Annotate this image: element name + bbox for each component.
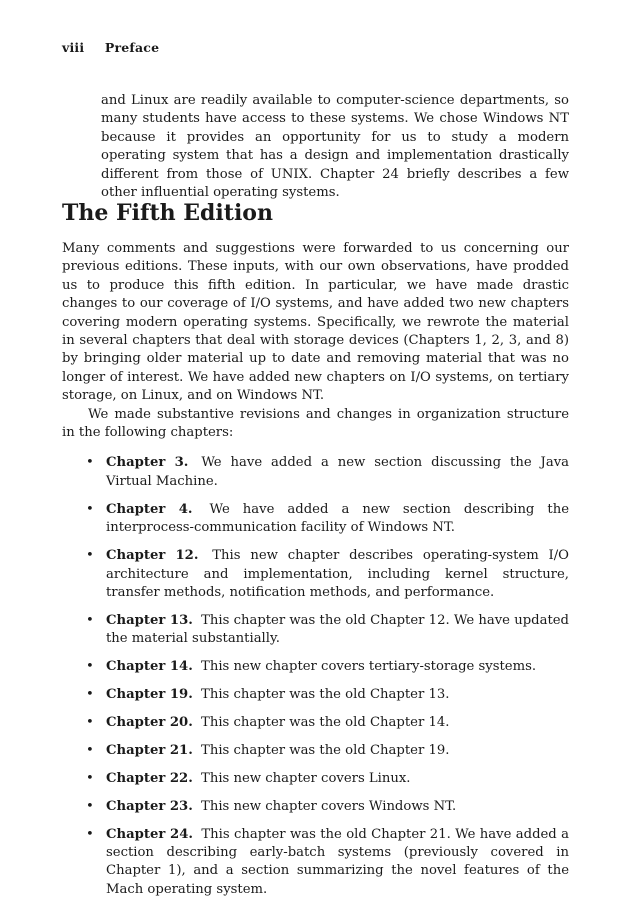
running-head bbox=[62, 40, 159, 55]
bullet-label: Chapter 4. bbox=[106, 501, 193, 517]
bullet-label: Chapter 3. bbox=[106, 455, 189, 471]
bullet-icon: • bbox=[86, 770, 94, 786]
bullet-label: Chapter 19. bbox=[106, 687, 193, 703]
list-item bbox=[62, 826, 569, 900]
bullet-text: This chapter was the old Chapter 12. We have updated the material substantially. bbox=[106, 612, 569, 647]
list-item bbox=[62, 742, 569, 760]
bullet-label: Chapter 13. bbox=[106, 612, 193, 628]
list-item bbox=[62, 612, 569, 649]
bullet-text: This new chapter covers tertiary-storage systems. bbox=[201, 659, 537, 675]
bullet-icon: • bbox=[86, 548, 94, 564]
paragraph-1: Many comments and suggestions were forwarded to us concerning our previous editions. These inputs, with our own observations, have prodded us to produce this fifth edition. In particular, we have made drastic changes to our coverage of I/O systems, and have added two new chapters covering modern operating systems. Specifically, we rewrote the material in several chapters that deal with storage devices (Chapters 1, 2, 3, and 8) by bringing older material up to date and removing material that was no longer of interest. We have added new chapters on I/O systems, on tertiary storage, on Linux, and on Windows NT. bbox=[62, 241, 569, 404]
list-item bbox=[62, 547, 569, 602]
bullet-icon: • bbox=[86, 687, 94, 703]
section-body bbox=[62, 240, 569, 909]
bullet-label: Chapter 12. bbox=[106, 548, 199, 564]
bullet-text: This chapter was the old Chapter 21. We have added a section describing early-batch systems (previously covered in Chapter 1), and a section summarizing the novel features of the Mach operating system. bbox=[106, 826, 569, 897]
list-item bbox=[62, 501, 569, 538]
bullet-icon: • bbox=[86, 659, 94, 675]
bullet-text: This new chapter covers Windows NT. bbox=[201, 798, 457, 814]
bullet-icon: • bbox=[86, 455, 94, 471]
bullet-text: This chapter was the old Chapter 14. bbox=[201, 714, 450, 730]
bullet-icon: • bbox=[86, 742, 94, 758]
continuation-paragraph: and Linux are readily available to computer-science departments, so many students have access to these systems. We chose Windows NT because it provides an opportunity for us to study a modern operating system that has a design and implementation drastically different from those of UNIX. Chapter 24 briefly describes a few other influential operating systems. bbox=[101, 93, 569, 201]
list-item bbox=[62, 658, 569, 676]
bullet-label: Chapter 23. bbox=[106, 798, 193, 814]
bullet-label: Chapter 20. bbox=[106, 714, 193, 730]
page-number: viii bbox=[62, 40, 85, 55]
bullet-label: Chapter 22. bbox=[106, 770, 193, 786]
running-title: Preface bbox=[104, 40, 160, 55]
list-item bbox=[62, 454, 569, 491]
section-title: The Fifth Edition bbox=[62, 200, 273, 226]
bullet-label: Chapter 21. bbox=[106, 742, 193, 758]
bullet-text: This new chapter describes operating-system I/O architecture and implementation, including kernel structure, transfer methods, notification methods, and performance. bbox=[106, 548, 569, 600]
bullet-label: Chapter 24. bbox=[106, 826, 193, 842]
chapter-change-list bbox=[62, 454, 569, 899]
bullet-icon: • bbox=[86, 714, 94, 730]
paragraph-2: We made substantive revisions and changes in organization structure in the following chapters: bbox=[62, 406, 569, 441]
bullet-text: This chapter was the old Chapter 13. bbox=[201, 687, 450, 703]
bullet-text: This new chapter covers Linux. bbox=[201, 770, 411, 786]
list-item bbox=[62, 798, 569, 816]
bullet-icon: • bbox=[86, 501, 94, 517]
list-item bbox=[62, 686, 569, 704]
bullet-text: We have added a new section discussing the Java Virtual Machine. bbox=[106, 455, 570, 489]
list-item bbox=[62, 770, 569, 788]
bullet-icon: • bbox=[86, 612, 94, 628]
bullet-text: We have added a new section describing the interprocess-communication facility of Windows NT. bbox=[106, 501, 569, 536]
list-item bbox=[62, 714, 569, 732]
bullet-label: Chapter 14. bbox=[106, 659, 193, 675]
bullet-icon: • bbox=[86, 826, 94, 842]
bullet-icon: • bbox=[86, 798, 94, 814]
bullet-text: This chapter was the old Chapter 19. bbox=[201, 742, 450, 758]
